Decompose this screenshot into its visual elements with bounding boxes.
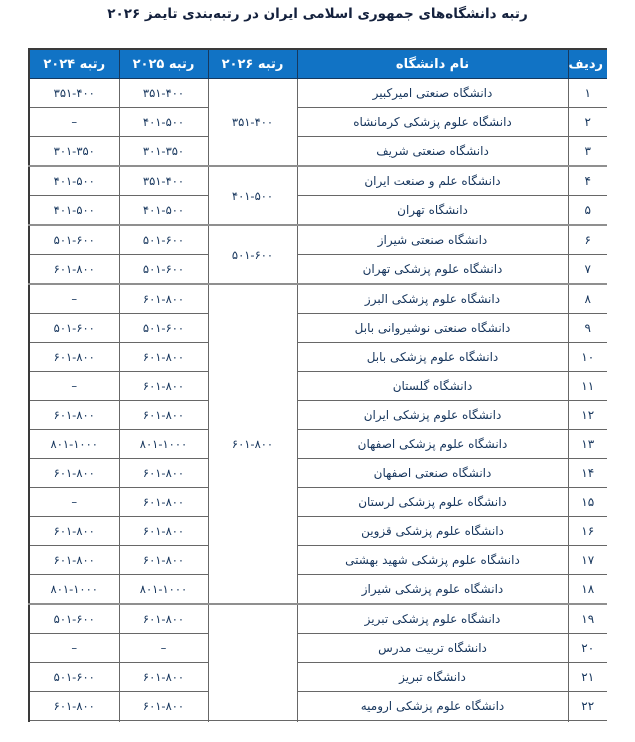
cell-university-name: دانشگاه علوم پزشکی تهران xyxy=(297,255,568,285)
cell-university-name: دانشگاه علوم پزشکی البرز xyxy=(297,284,568,314)
table-row xyxy=(29,343,607,372)
table-row xyxy=(29,255,607,285)
cell-row-number: ۳ xyxy=(568,137,607,167)
cell-rank-2026: ۴۰۱-۵۰۰ xyxy=(208,166,297,225)
cell-rank-2025: ۵۰۱-۶۰۰ xyxy=(119,225,208,255)
header-rank-2026: رتبه ۲۰۲۶ xyxy=(208,49,297,79)
cell-rank-2024: ۵۰۱-۶۰۰ xyxy=(29,604,119,634)
cell-row-number: ۸ xyxy=(568,284,607,314)
cell-row-number: ۱۶ xyxy=(568,517,607,546)
cell-rank-2024: ۶۰۱-۸۰۰ xyxy=(29,255,119,285)
cell-rank-2024: ۶۰۱-۸۰۰ xyxy=(29,343,119,372)
table-row xyxy=(29,459,607,488)
table-row xyxy=(29,663,607,692)
cell-rank-2024: – xyxy=(29,372,119,401)
cell-row-number: ۱۳ xyxy=(568,430,607,459)
cell-rank-2026: ۵۰۱-۶۰۰ xyxy=(208,225,297,284)
cell-rank-2025: ۶۰۱-۸۰۰ xyxy=(119,517,208,546)
cell-row-number: ۱۰ xyxy=(568,343,607,372)
cell-rank-2026: ۶۰۱-۸۰۰ xyxy=(208,284,297,604)
cell-rank-2024: ۸۰۱-۱۰۰۰ xyxy=(29,430,119,459)
table-row xyxy=(29,430,607,459)
table-row-partial xyxy=(29,721,607,723)
table-body xyxy=(29,79,607,723)
table-row xyxy=(29,634,607,663)
table-header-row xyxy=(29,49,607,79)
university-rankings-table xyxy=(28,48,607,722)
cell-rank-2025 xyxy=(119,721,208,723)
header-rank-2024: رتبه ۲۰۲۴ xyxy=(29,49,119,79)
cell-rank-2024: ۶۰۱-۸۰۰ xyxy=(29,459,119,488)
cell-university-name: دانشگاه علوم پزشکی ارومیه xyxy=(297,692,568,721)
cell-row-number: ۴ xyxy=(568,166,607,196)
table-row xyxy=(29,314,607,343)
table-row xyxy=(29,488,607,517)
cell-rank-2025: ۶۰۱-۸۰۰ xyxy=(119,546,208,575)
cell-university-name: دانشگاه علوم پزشکی شهید بهشتی xyxy=(297,546,568,575)
cell-university-name: دانشگاه صنعتی شریف xyxy=(297,137,568,167)
cell-university-name: دانشگاه علوم پزشکی لرستان xyxy=(297,488,568,517)
cell-rank-2024: ۶۰۱-۸۰۰ xyxy=(29,517,119,546)
cell-row-number: ۲۲ xyxy=(568,692,607,721)
cell-row-number: ۱۲ xyxy=(568,401,607,430)
cell-rank-2025: ۶۰۱-۸۰۰ xyxy=(119,372,208,401)
cell-row-number: ۱۱ xyxy=(568,372,607,401)
cell-rank-2024: – xyxy=(29,634,119,663)
cell-rank-2024: ۸۰۱-۱۰۰۰ xyxy=(29,575,119,605)
cell-row-number: ۱۵ xyxy=(568,488,607,517)
table-row xyxy=(29,196,607,226)
cell-row-number: ۲ xyxy=(568,108,607,137)
cell-university-name: دانشگاه تبریز xyxy=(297,663,568,692)
cell-rank-2025: ۶۰۱-۸۰۰ xyxy=(119,284,208,314)
table-row xyxy=(29,692,607,721)
cell-university-name: دانشگاه علوم پزشکی بابل xyxy=(297,343,568,372)
cell-university-name: دانشگاه علوم پزشکی شیراز xyxy=(297,575,568,605)
cell-rank-2025: ۳۵۱-۴۰۰ xyxy=(119,79,208,108)
cell-row-number: ۱۸ xyxy=(568,575,607,605)
cell-rank-2026: ۳۵۱-۴۰۰ xyxy=(208,79,297,167)
table-row xyxy=(29,575,607,605)
cell-university-name: دانشگاه علوم پزشکی اصفهان xyxy=(297,430,568,459)
cell-rank-2025: ۳۵۱-۴۰۰ xyxy=(119,166,208,196)
table-container xyxy=(28,48,607,722)
cell-university-name: دانشگاه صنعتی امیرکبیر xyxy=(297,79,568,108)
cell-rank-2025: ۴۰۱-۵۰۰ xyxy=(119,196,208,226)
table-row xyxy=(29,137,607,167)
cell-rank-2026 xyxy=(208,721,297,723)
cell-rank-2024 xyxy=(29,721,119,723)
cell-row-number: ۲۱ xyxy=(568,663,607,692)
cell-rank-2025: ۵۰۱-۶۰۰ xyxy=(119,255,208,285)
cell-rank-2024: ۶۰۱-۸۰۰ xyxy=(29,546,119,575)
cell-university-name: دانشگاه علم و صنعت ایران xyxy=(297,166,568,196)
cell-rank-2025: ۶۰۱-۸۰۰ xyxy=(119,401,208,430)
header-university-name: نام دانشگاه xyxy=(297,49,568,79)
cell-rank-2024: ۶۰۱-۸۰۰ xyxy=(29,401,119,430)
cell-rank-2025: ۶۰۱-۸۰۰ xyxy=(119,663,208,692)
cell-rank-2025: ۶۰۱-۸۰۰ xyxy=(119,604,208,634)
cell-rank-2024: ۵۰۱-۶۰۰ xyxy=(29,314,119,343)
cell-rank-2025: – xyxy=(119,634,208,663)
cell-rank-2024: ۳۰۱-۳۵۰ xyxy=(29,137,119,167)
table-row xyxy=(29,225,607,255)
cell-university-name xyxy=(297,721,568,723)
cell-rank-2024: – xyxy=(29,108,119,137)
table-row xyxy=(29,284,607,314)
table-row xyxy=(29,546,607,575)
cell-row-number: ۱۷ xyxy=(568,546,607,575)
cell-university-name: دانشگاه علوم پزشکی تبریز xyxy=(297,604,568,634)
header-rank-2025: رتبه ۲۰۲۵ xyxy=(119,49,208,79)
cell-rank-2024: – xyxy=(29,488,119,517)
table-row xyxy=(29,79,607,108)
cell-rank-2025: ۸۰۱-۱۰۰۰ xyxy=(119,575,208,605)
cell-rank-2025: ۵۰۱-۶۰۰ xyxy=(119,314,208,343)
cell-row-number xyxy=(568,721,607,723)
cell-row-number: ۲۰ xyxy=(568,634,607,663)
cell-rank-2024: ۵۰۱-۶۰۰ xyxy=(29,225,119,255)
cell-rank-2025: ۸۰۱-۱۰۰۰ xyxy=(119,430,208,459)
cell-rank-2025: ۴۰۱-۵۰۰ xyxy=(119,108,208,137)
table-row xyxy=(29,372,607,401)
cell-row-number: ۱ xyxy=(568,79,607,108)
cell-university-name: دانشگاه علوم پزشکی قزوین xyxy=(297,517,568,546)
cell-university-name: دانشگاه صنعتی نوشیروانی بابل xyxy=(297,314,568,343)
cell-rank-2024: ۴۰۱-۵۰۰ xyxy=(29,166,119,196)
cell-university-name: دانشگاه علوم پزشکی کرمانشاه xyxy=(297,108,568,137)
table-row xyxy=(29,604,607,634)
cell-rank-2025: ۶۰۱-۸۰۰ xyxy=(119,692,208,721)
cell-university-name: دانشگاه صنعتی اصفهان xyxy=(297,459,568,488)
cell-row-number: ۷ xyxy=(568,255,607,285)
cell-row-number: ۶ xyxy=(568,225,607,255)
cell-row-number: ۵ xyxy=(568,196,607,226)
cell-rank-2024: ۵۰۱-۶۰۰ xyxy=(29,663,119,692)
cell-rank-2024: ۴۰۱-۵۰۰ xyxy=(29,196,119,226)
cell-rank-2025: ۶۰۱-۸۰۰ xyxy=(119,488,208,517)
cell-university-name: دانشگاه گلستان xyxy=(297,372,568,401)
cell-rank-2024: – xyxy=(29,284,119,314)
table-row xyxy=(29,517,607,546)
cell-rank-2024: ۶۰۱-۸۰۰ xyxy=(29,692,119,721)
cell-rank-2026 xyxy=(208,604,297,721)
cell-university-name: دانشگاه تهران xyxy=(297,196,568,226)
table-row xyxy=(29,401,607,430)
cell-university-name: دانشگاه علوم پزشکی ایران xyxy=(297,401,568,430)
cell-rank-2025: ۳۰۱-۳۵۰ xyxy=(119,137,208,167)
cell-row-number: ۱۴ xyxy=(568,459,607,488)
cell-rank-2025: ۶۰۱-۸۰۰ xyxy=(119,459,208,488)
cell-row-number: ۱۹ xyxy=(568,604,607,634)
cell-university-name: دانشگاه تربیت مدرس xyxy=(297,634,568,663)
table-row xyxy=(29,108,607,137)
cell-row-number: ۹ xyxy=(568,314,607,343)
table-row xyxy=(29,166,607,196)
header-row-number: ردیف xyxy=(568,49,607,79)
cell-rank-2024: ۳۵۱-۴۰۰ xyxy=(29,79,119,108)
page-title: رتبه دانشگاه‌های جمهوری اسلامی ایران در رتبه‌بندی تایمز ۲۰۲۶ xyxy=(107,6,528,22)
cell-rank-2025: ۶۰۱-۸۰۰ xyxy=(119,343,208,372)
cell-university-name: دانشگاه صنعتی شیراز xyxy=(297,225,568,255)
